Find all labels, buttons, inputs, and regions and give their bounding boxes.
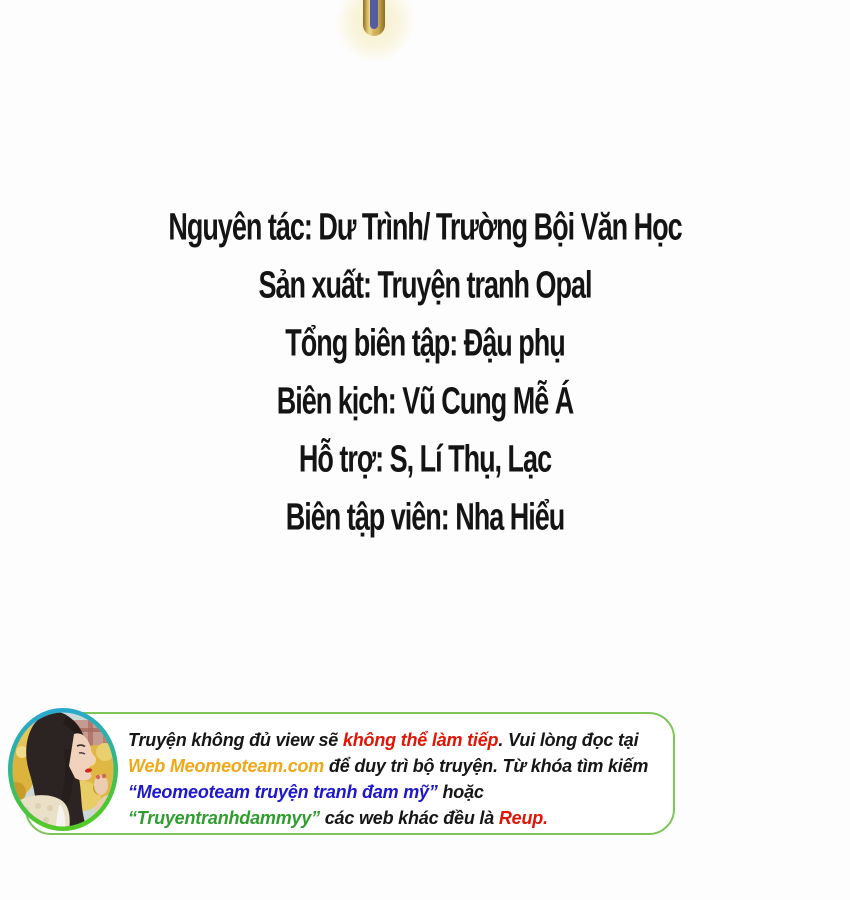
credits-block — [0, 198, 850, 546]
footer-text-segment: . Vui lòng đọc tại — [498, 730, 639, 750]
credit-line-support — [0, 430, 850, 488]
footer-text-segment: Web Meomeoteam.com — [128, 756, 325, 776]
footer-text-segment: “Meomeoteam truyện tranh đam mỹ” — [128, 782, 438, 802]
credit-text: Biên kịch: Vũ Cung Mễ Á — [276, 379, 574, 422]
scroll-rod-ornament — [363, 0, 385, 36]
credit-text: Biên tập viên: Nha Hiểu — [285, 495, 565, 538]
credit-line-chief-editor — [0, 314, 850, 372]
credit-text: Tổng biên tập: Đậu phụ — [285, 321, 565, 364]
footer-text-segment: hoặc — [437, 782, 484, 802]
footer-text-segment: các web khác đều là — [319, 808, 499, 828]
credit-text: Nguyên tác: Dư Trình/ Trường Bội Văn Học — [168, 205, 682, 248]
footer-line-4 — [128, 805, 668, 831]
rod-blue-stripe — [370, 0, 378, 29]
credit-line-original-author — [0, 198, 850, 256]
credit-line-editor — [0, 488, 850, 546]
credit-line-producer — [0, 256, 850, 314]
credit-line-screenwriter — [0, 372, 850, 430]
footer-text-segment: không thể làm tiếp — [342, 730, 499, 750]
credit-text: Sản xuất: Truyện tranh Opal — [258, 263, 592, 306]
footer-line-2 — [128, 753, 668, 779]
footer-text-segment: “Truyentranhdammyy” — [128, 808, 320, 828]
footer-line-3 — [128, 779, 668, 805]
credit-text: Hỗ trợ: S, Lí Thụ, Lạc — [298, 437, 552, 480]
footer-line-1 — [128, 727, 668, 753]
team-avatar — [8, 708, 118, 831]
footer-text-segment: để duy trì bộ truyện. Từ khóa tìm kiếm — [324, 756, 649, 776]
footer-text-segment: Reup. — [498, 808, 548, 828]
footer-text-segment: Truyện không đủ view sẽ — [128, 730, 343, 750]
footer-note-text — [128, 727, 668, 831]
avatar-photo — [8, 708, 118, 831]
